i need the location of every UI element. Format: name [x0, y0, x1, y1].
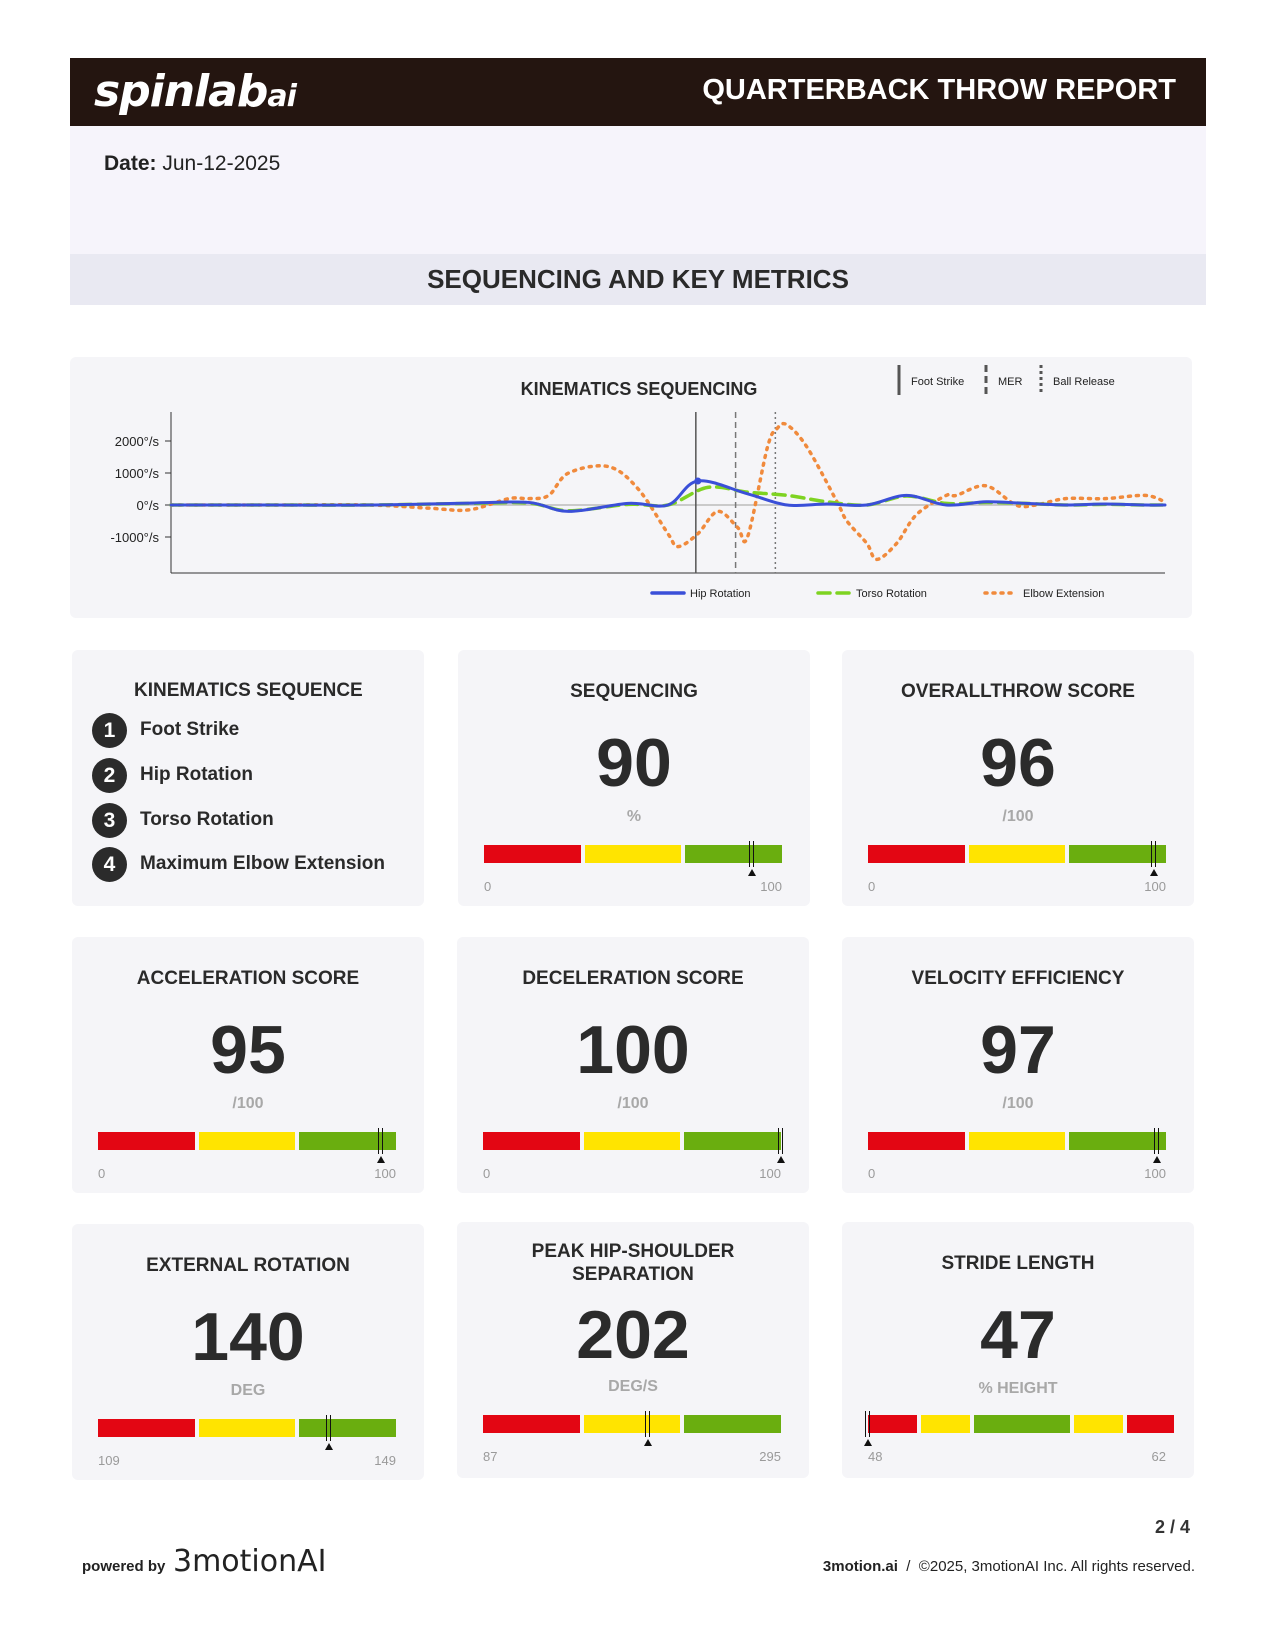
y-tick-label: 0°/s	[136, 498, 159, 513]
gauge-segment	[98, 1132, 195, 1150]
gauge-marker	[645, 1411, 650, 1437]
hipshoulder-card	[457, 1222, 809, 1478]
gauge-marker-arrow	[777, 1156, 785, 1163]
card-title: EXTERNAL ROTATION	[146, 1255, 350, 1276]
report-header	[70, 58, 1206, 126]
score-gauge	[98, 1419, 396, 1437]
external-card	[72, 1224, 424, 1480]
gauge-segment	[199, 1132, 296, 1150]
gauge-min-label: 0	[98, 1166, 106, 1181]
sequence-item	[92, 846, 385, 882]
series-line-elbow-extension	[171, 424, 1165, 560]
stride-card	[842, 1222, 1194, 1478]
date-label: Date:	[104, 152, 157, 175]
card-value: 100	[576, 1012, 690, 1088]
gauge-min-label: 0	[483, 1166, 491, 1181]
score-gauge	[483, 1132, 781, 1150]
legend-label: Hip Rotation	[690, 588, 751, 600]
card-unit: DEG/S	[608, 1378, 658, 1395]
card-title: OVERALLTHROW SCORE	[901, 681, 1135, 702]
gauge-segment	[299, 1419, 396, 1437]
card-unit: /100	[1002, 1095, 1034, 1112]
sequence-number: 1	[92, 713, 127, 748]
kinematics-chart	[70, 357, 1192, 618]
y-tick-label: -1000°/s	[110, 530, 159, 545]
card-value: 202	[576, 1297, 690, 1373]
gauge-marker-arrow	[1150, 869, 1158, 876]
event-legend-label: Ball Release	[1053, 376, 1115, 388]
gauge-max-label: 100	[374, 1166, 396, 1181]
card-value: 47	[980, 1297, 1056, 1373]
chart-title: KINEMATICS SEQUENCING	[520, 379, 758, 399]
legend-label: Elbow Extension	[1023, 588, 1105, 600]
gauge-segment	[868, 845, 965, 863]
gauge-max-label: 149	[374, 1453, 396, 1468]
gauge-segment	[969, 845, 1066, 863]
report-title: QUARTERBACK THROW REPORT	[702, 74, 1176, 106]
gauge-marker-arrow	[325, 1443, 333, 1450]
card-value: 90	[596, 725, 672, 801]
score-gauge	[484, 845, 782, 863]
gauge-marker-arrow	[864, 1439, 872, 1446]
score-gauge	[868, 1415, 1166, 1433]
gauge-segment	[921, 1415, 970, 1433]
footer-copyright	[823, 1558, 1195, 1575]
sequence-label: Foot Strike	[140, 719, 240, 740]
sequence-title: KINEMATICS SEQUENCE	[134, 680, 363, 701]
card-value: 140	[191, 1299, 305, 1375]
gauge-marker	[749, 841, 754, 867]
sequencing-card	[458, 650, 810, 906]
gauge-marker	[865, 1411, 870, 1437]
gauge-segment	[483, 1132, 580, 1150]
gauge-min-label: 0	[868, 879, 876, 894]
sequence-number: 3	[92, 803, 127, 838]
gauge-marker-arrow	[377, 1156, 385, 1163]
card-title: SEQUENCING	[570, 681, 698, 702]
gauge-max-label: 100	[759, 1166, 781, 1181]
gauge-segment	[199, 1419, 296, 1437]
sequence-item	[92, 712, 239, 748]
sequence-label: Maximum Elbow Extension	[140, 853, 385, 874]
gauge-marker	[378, 1128, 383, 1154]
gauge-segment	[585, 845, 682, 863]
sequence-number: 4	[92, 847, 127, 882]
gauge-marker	[1154, 1128, 1159, 1154]
velocity-card	[842, 937, 1194, 1193]
y-tick-label: 2000°/s	[114, 434, 159, 449]
score-gauge	[483, 1415, 781, 1433]
footer-separator: /	[906, 1558, 911, 1575]
score-gauge	[868, 1132, 1166, 1150]
hip-peak-point	[694, 478, 701, 485]
spinlab-logo: spinlabai	[94, 66, 296, 117]
deceleration-card	[457, 937, 809, 1193]
sequence-item	[92, 757, 253, 793]
gauge-segment	[684, 1132, 781, 1150]
gauge-min-label: 0	[484, 879, 492, 894]
gauge-segment	[974, 1415, 1070, 1433]
gauge-marker-arrow	[644, 1439, 652, 1446]
page-number: 2 / 4	[1155, 1517, 1191, 1537]
gauge-segment	[685, 845, 782, 863]
card-title: VELOCITY EFFICIENCY	[911, 968, 1125, 989]
gauge-segment	[484, 845, 581, 863]
gauge-max-label: 100	[1144, 879, 1166, 894]
footer-copyright-text: ©2025, 3motionAI Inc. All rights reserved.	[918, 1558, 1195, 1575]
card-unit: %	[626, 808, 642, 825]
gauge-segment	[1127, 1415, 1174, 1433]
sequence-number: 2	[92, 758, 127, 793]
event-legend-label: MER	[998, 376, 1023, 388]
card-title: STRIDE LENGTH	[941, 1253, 1095, 1274]
card-title: ACCELERATION SCORE	[136, 968, 360, 989]
card-unit: DEG	[230, 1382, 266, 1399]
gauge-segment	[584, 1415, 681, 1433]
score-gauge	[868, 845, 1166, 863]
gauge-marker-arrow	[1153, 1156, 1161, 1163]
gauge-max-label: 100	[760, 879, 782, 894]
gauge-marker	[778, 1128, 783, 1154]
overall-card	[842, 650, 1194, 906]
card-value: 97	[980, 1012, 1056, 1088]
gauge-marker	[1151, 841, 1156, 867]
gauge-segment	[969, 1132, 1066, 1150]
section-title: SEQUENCING AND KEY METRICS	[70, 254, 1206, 305]
gauge-segment	[868, 1415, 917, 1433]
gauge-min-label: 109	[98, 1453, 120, 1468]
y-tick-label: 1000°/s	[114, 466, 159, 481]
sequence-label: Torso Rotation	[140, 809, 274, 830]
sequence-label: Hip Rotation	[140, 764, 253, 785]
kinematics-chart-card	[70, 357, 1192, 618]
event-legend-label: Foot Strike	[911, 376, 965, 388]
acceleration-card	[72, 937, 424, 1193]
gauge-segment	[584, 1132, 681, 1150]
gauge-marker-arrow	[748, 869, 756, 876]
legend-label: Torso Rotation	[856, 588, 927, 600]
gauge-marker	[326, 1415, 331, 1441]
kinematics-sequence-card	[72, 650, 424, 906]
date-line	[104, 152, 280, 176]
card-unit: /100	[617, 1095, 649, 1112]
card-value: 96	[980, 725, 1056, 801]
card-title: PEAK HIP-SHOULDER SEPARATION	[531, 1241, 735, 1285]
gauge-segment	[483, 1415, 580, 1433]
card-unit: /100	[232, 1095, 264, 1112]
gauge-max-label: 295	[759, 1449, 781, 1464]
card-title: DECELERATION SCORE	[522, 968, 744, 989]
gauge-segment	[98, 1419, 195, 1437]
info-panel	[70, 126, 1206, 254]
gauge-max-label: 62	[1151, 1449, 1166, 1464]
gauge-segment	[868, 1132, 965, 1150]
series-line-torso-rotation	[171, 487, 1165, 511]
powered-by-label: powered by	[82, 1558, 166, 1575]
sequence-item	[92, 802, 274, 838]
card-unit: /100	[1002, 808, 1034, 825]
gauge-max-label: 100	[1144, 1166, 1166, 1181]
gauge-segment	[1074, 1415, 1123, 1433]
footer-site: 3motion.ai	[822, 1558, 898, 1575]
score-gauge	[98, 1132, 396, 1150]
3motionai-logo: 3motionAI	[173, 1544, 327, 1579]
card-value: 95	[210, 1012, 286, 1088]
date-value: Jun-12-2025	[162, 152, 281, 175]
series-line-hip-rotation	[171, 481, 1165, 512]
gauge-segment	[1069, 1132, 1166, 1150]
gauge-min-label: 0	[868, 1166, 876, 1181]
gauge-segment	[684, 1415, 781, 1433]
gauge-min-label: 48	[868, 1449, 883, 1464]
gauge-min-label: 87	[483, 1449, 498, 1464]
card-unit: % HEIGHT	[978, 1380, 1058, 1397]
